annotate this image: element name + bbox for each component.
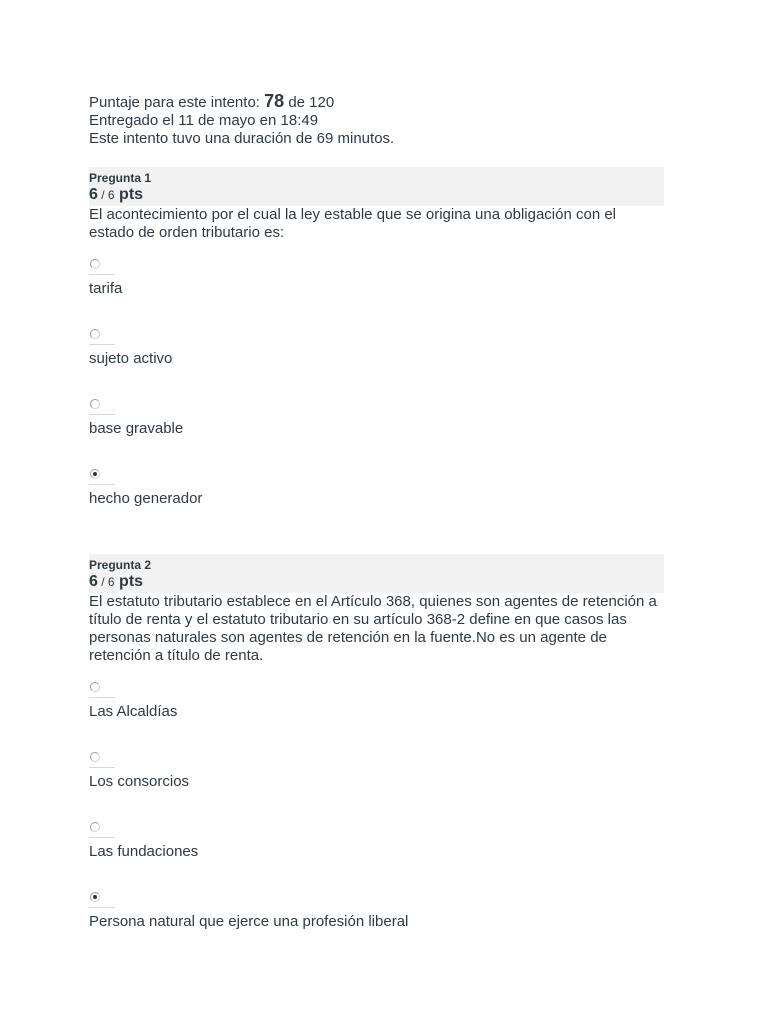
radio-button[interactable] bbox=[90, 682, 100, 692]
score-line bbox=[89, 92, 669, 112]
attempt-summary bbox=[89, 92, 669, 148]
radio-button[interactable] bbox=[90, 399, 100, 409]
score-prefix: Puntaje para este intento: bbox=[89, 94, 265, 111]
answer-label: Los consorcios bbox=[89, 773, 190, 790]
answer-option[interactable] bbox=[89, 252, 664, 322]
submitted-date: Entregado el 11 de mayo en 18:49 bbox=[89, 112, 319, 129]
question-score bbox=[89, 185, 664, 205]
radio-wrap bbox=[89, 751, 115, 768]
attempt-duration: Este intento tuvo una duración de 69 minutos. bbox=[89, 130, 395, 147]
radio-wrap bbox=[89, 258, 115, 275]
radio-wrap bbox=[89, 681, 115, 698]
points-possible: 6 bbox=[107, 188, 115, 202]
question-name: Pregunta 1 bbox=[89, 171, 152, 185]
answer-list bbox=[89, 675, 664, 955]
question-header bbox=[89, 167, 664, 206]
radio-button[interactable] bbox=[90, 822, 100, 832]
points-earned: 6 bbox=[89, 573, 98, 590]
question-name: Pregunta 2 bbox=[89, 558, 152, 572]
answer-option[interactable] bbox=[89, 392, 664, 462]
score-value: 78 bbox=[264, 91, 285, 111]
radio-button[interactable] bbox=[90, 329, 100, 339]
radio-wrap bbox=[89, 821, 115, 838]
answer-option[interactable] bbox=[89, 675, 664, 745]
answer-label: Persona natural que ejerce una profesión liberal bbox=[89, 913, 409, 930]
points-unit: pts bbox=[114, 186, 144, 203]
radio-wrap bbox=[89, 468, 115, 485]
answer-option[interactable] bbox=[89, 885, 664, 955]
question-header bbox=[89, 554, 664, 593]
question-2 bbox=[89, 554, 664, 955]
points-possible: 6 bbox=[107, 575, 115, 589]
answer-label: hecho generador bbox=[89, 490, 203, 507]
radio-wrap bbox=[89, 328, 115, 345]
radio-button[interactable] bbox=[90, 259, 100, 269]
answer-label: base gravable bbox=[89, 420, 184, 437]
answer-option[interactable] bbox=[89, 745, 664, 815]
points-unit: pts bbox=[114, 573, 144, 590]
answer-label: Las fundaciones bbox=[89, 843, 199, 860]
points-separator: / bbox=[97, 575, 108, 589]
answer-label: tarifa bbox=[89, 280, 123, 297]
answer-option[interactable] bbox=[89, 815, 664, 885]
points-earned: 6 bbox=[89, 186, 98, 203]
radio-button[interactable] bbox=[90, 752, 100, 762]
answer-list bbox=[89, 252, 664, 532]
question-text: El acontecimiento por el cual la ley estable que se origina una obligación con el estado de orden tributario es: bbox=[89, 206, 616, 241]
question-score bbox=[89, 572, 664, 592]
answer-option[interactable] bbox=[89, 462, 664, 532]
radio-button-selected[interactable] bbox=[90, 892, 100, 902]
radio-wrap bbox=[89, 398, 115, 415]
answer-option[interactable] bbox=[89, 322, 664, 392]
score-suffix: de 120 bbox=[284, 94, 335, 111]
answer-label: Las Alcaldías bbox=[89, 703, 178, 720]
points-separator: / bbox=[97, 188, 108, 202]
question-text: El estatuto tributario establece en el Artículo 368, quienes son agentes de retención a título de renta y el estatuto tributario en su artículo 368-2 define en que casos las personas naturales son agentes de retención en la fuente.No es un agente de retención a título de renta. bbox=[89, 593, 657, 664]
answer-label: sujeto activo bbox=[89, 350, 173, 367]
question-1 bbox=[89, 167, 664, 532]
radio-button-selected[interactable] bbox=[90, 469, 100, 479]
radio-wrap bbox=[89, 891, 115, 908]
